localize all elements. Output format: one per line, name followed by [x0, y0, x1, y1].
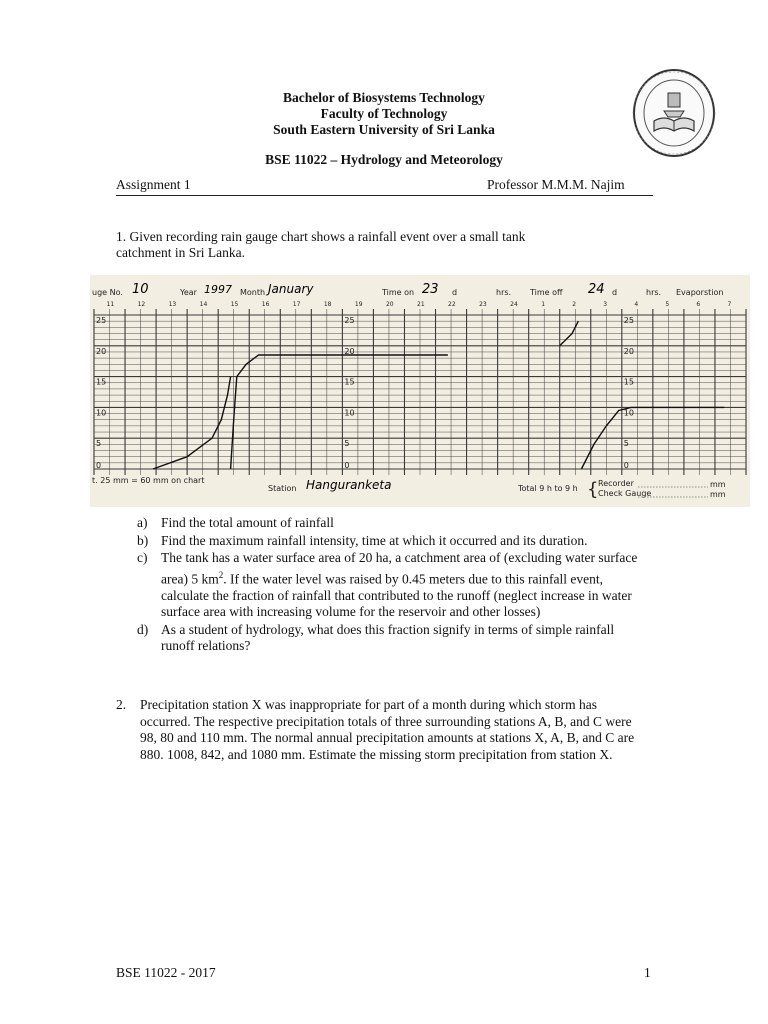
total-label: Total 9 h to 9 h — [518, 484, 578, 493]
time-off-value: 24 — [588, 282, 605, 297]
x-tick-label: 22 — [448, 301, 456, 308]
program-title: Bachelor of Biosystems Technology — [283, 90, 485, 105]
time-off-d-label: d — [612, 288, 618, 297]
recorder-label: Recorder — [598, 479, 634, 488]
y-tick-label: 20 — [623, 346, 634, 356]
time-on-hrs-label: hrs. — [496, 288, 512, 297]
year-value: 1997 — [204, 283, 232, 296]
recorder-mm: mm — [710, 480, 726, 489]
q1-part-a: a) Find the total amount of rainfall — [137, 515, 334, 530]
y-tick-label: 0 — [96, 461, 102, 470]
y-tick-label: 0 — [344, 461, 350, 470]
x-tick-label: 5 — [665, 301, 670, 308]
year-label: Year — [180, 288, 197, 297]
gauge-no-label: uge No. — [92, 288, 123, 297]
q1-part-b: b) Find the maximum rainfall intensity, time at which it occurred and its duration. — [137, 532, 588, 548]
q1-intro-line2: catchment in Sri Lanka. — [116, 245, 245, 260]
x-tick-label: 6 — [696, 301, 701, 308]
check-mm: mm — [710, 490, 726, 499]
brace: { — [587, 479, 599, 500]
x-tick-label: 18 — [323, 301, 332, 308]
y-tick-label: 15 — [623, 377, 634, 387]
x-tick-label: 24 — [510, 301, 518, 308]
professor-name: Professor M.M.M. Najim — [487, 177, 625, 192]
evaporation-label: Evaporstion — [676, 288, 724, 297]
station-value: Hanguranketa — [306, 478, 392, 492]
y-tick-label: 20 — [344, 346, 355, 356]
x-tick-label: 11 — [106, 301, 115, 308]
y-tick-label: 15 — [344, 377, 355, 387]
x-tick-label: 16 — [261, 301, 270, 308]
y-tick-label: 10 — [96, 408, 107, 418]
x-tick-label: 15 — [230, 301, 239, 308]
y-tick-label: 5 — [623, 439, 629, 449]
time-off-hrs-label: hrs. — [646, 288, 662, 297]
university-title: South Eastern University of Sri Lanka — [273, 122, 495, 137]
scale-note: t. 25 mm = 60 mm on chart — [92, 476, 205, 485]
month-value: January — [268, 282, 314, 296]
q1-part-c: c) The tank has a water surface area of 20 ha, a catchment area of (excluding water surface area) 5 $km^2$. If the water level was raised by 0.45 meters due to this rainfall event, calculate the fraction of rainfall that contributed to the runoff (neglect increase in water surface area with increasing volume for the reservoir and other losses) — [137, 550, 638, 619]
y-tick-label: 5 — [344, 439, 350, 449]
page-number: 1 — [644, 965, 651, 980]
x-tick-label: 23 — [479, 301, 487, 308]
time-on-value: 23 — [422, 282, 439, 297]
time-off-label: Time off — [530, 288, 563, 297]
chart-x-ticks — [107, 301, 732, 308]
time-on-d-label: d — [452, 288, 458, 297]
x-tick-label: 1 — [541, 301, 546, 308]
x-tick-label: 12 — [137, 301, 146, 308]
y-tick-label: 20 — [96, 346, 107, 356]
check-gauge-label: Check Gauge — [598, 489, 652, 498]
assignment-label: Assignment 1 — [116, 177, 191, 192]
time-on-label: Time on — [382, 288, 415, 297]
x-tick-label: 7 — [727, 301, 732, 308]
university-seal-logo — [630, 67, 718, 159]
x-tick-label: 4 — [634, 301, 639, 308]
station-label: Station — [268, 484, 297, 493]
x-tick-label: 2 — [572, 301, 577, 308]
y-tick-label: 15 — [96, 377, 107, 387]
month-label: Month — [240, 288, 266, 297]
x-tick-label: 19 — [354, 301, 363, 308]
y-tick-label: 0 — [623, 461, 629, 470]
y-tick-label: 10 — [344, 408, 355, 418]
y-tick-label: 25 — [344, 316, 355, 325]
x-tick-label: 14 — [199, 301, 208, 308]
faculty-title: Faculty of Technology — [320, 106, 448, 121]
gauge-no-value: 10 — [132, 282, 149, 297]
q2-block — [116, 697, 647, 764]
rain-gauge-chart — [90, 275, 750, 507]
course-title: BSE 11022 – Hydrology and Meteorology — [265, 152, 503, 167]
x-tick-label: 17 — [292, 301, 301, 308]
header-divider — [116, 195, 653, 196]
y-tick-label: 5 — [96, 439, 102, 449]
y-tick-label: 25 — [623, 316, 634, 325]
q1-intro-line1: 1. Given recording rain gauge chart shows a rainfall event over a small tank — [116, 229, 526, 244]
q2-text: 2. Precipitation station X was inappropriate for part of a month during which storm has occurred. The respective precipitation totals of three surrounding stations A, B, and C were 98, 80 and 110 mm. The normal annual precipitation amounts at stations X, A, B, and C are 880. 1008, 842, and 1080 mm. Estimate the missing storm precipitation from station X. — [116, 697, 635, 762]
x-tick-label: 21 — [417, 301, 425, 308]
footer-course-year: BSE 11022 - 2017 — [116, 965, 216, 980]
y-tick-label: 25 — [96, 316, 107, 325]
q1-part-d: d) As a student of hydrology, what does this fraction signify in terms of simple rainfall runoff relations? — [137, 621, 615, 653]
x-tick-label: 3 — [603, 301, 608, 308]
x-tick-label: 13 — [168, 301, 177, 308]
y-tick-label: 10 — [623, 408, 634, 418]
q1-parts-list — [137, 515, 647, 656]
x-tick-label: 20 — [385, 301, 394, 308]
